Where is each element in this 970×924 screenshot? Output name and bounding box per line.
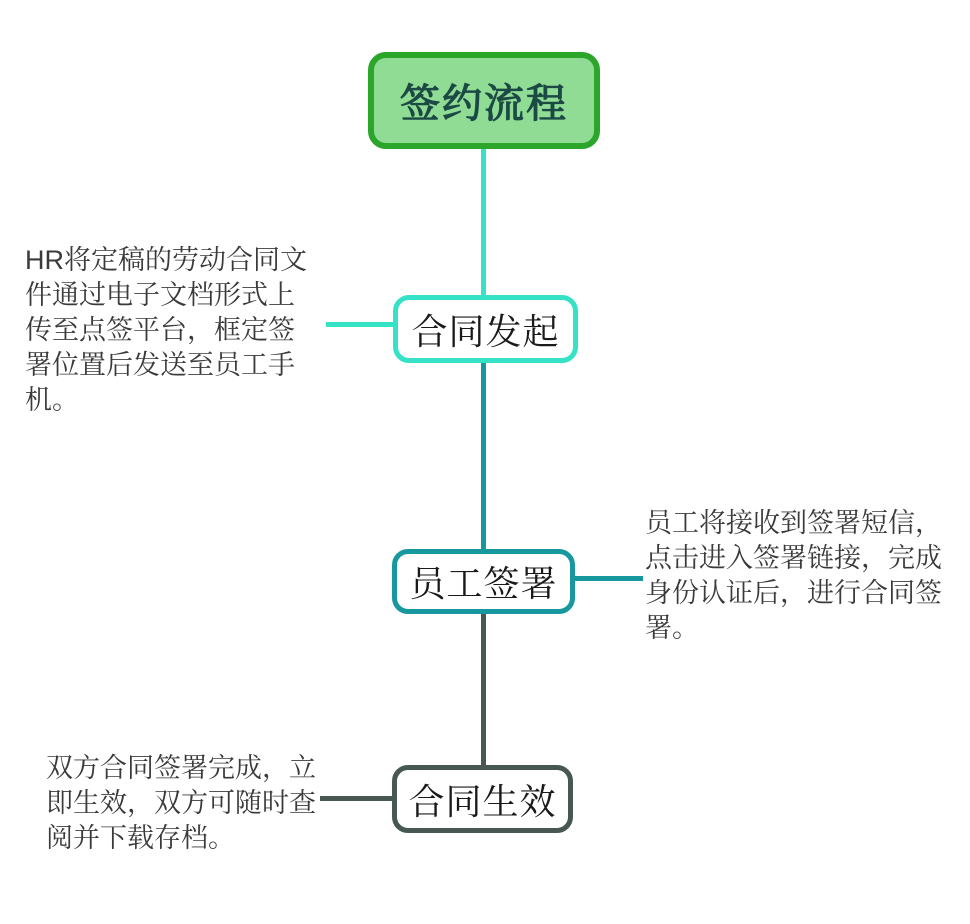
annotation-line: 点击进入签署链接，完成 <box>645 543 942 573</box>
annotation-employee-signing <box>645 506 955 646</box>
connector-annotation2-to-step2 <box>573 576 643 581</box>
annotation-contract-effective <box>46 751 356 856</box>
step-node-employee-signing: 员工签署 <box>392 549 575 614</box>
annotation-line: HR将定稿的劳动合同文 <box>25 245 307 275</box>
annotation-line: 传至点签平台，框定签 <box>25 315 295 345</box>
annotation-line: 署位置后发送至员工手 <box>25 350 295 380</box>
annotation-line: 署。 <box>645 613 699 643</box>
connector-root-to-step1 <box>481 147 486 297</box>
annotation-line: 件通过电子文档形式上 <box>25 280 295 310</box>
step-node-contract-initiation: 合同发起 <box>393 295 578 363</box>
step-node-contract-effective: 合同生效 <box>392 765 573 833</box>
annotation-line: 机。 <box>25 385 79 415</box>
annotation-line: 即生效，双方可随时查 <box>46 788 316 818</box>
connector-step1-to-step2 <box>481 361 486 551</box>
annotation-line: 身份认证后，进行合同签 <box>645 578 942 608</box>
annotation-contract-initiation <box>25 243 355 418</box>
annotation-line: 双方合同签署完成，立 <box>46 753 316 783</box>
annotation-line: 员工将接收到签署短信， <box>645 508 942 538</box>
annotation-line: 阅并下载存档。 <box>46 823 235 853</box>
root-node-title: 签约流程 <box>368 52 600 149</box>
connector-step2-to-step3 <box>481 610 486 767</box>
